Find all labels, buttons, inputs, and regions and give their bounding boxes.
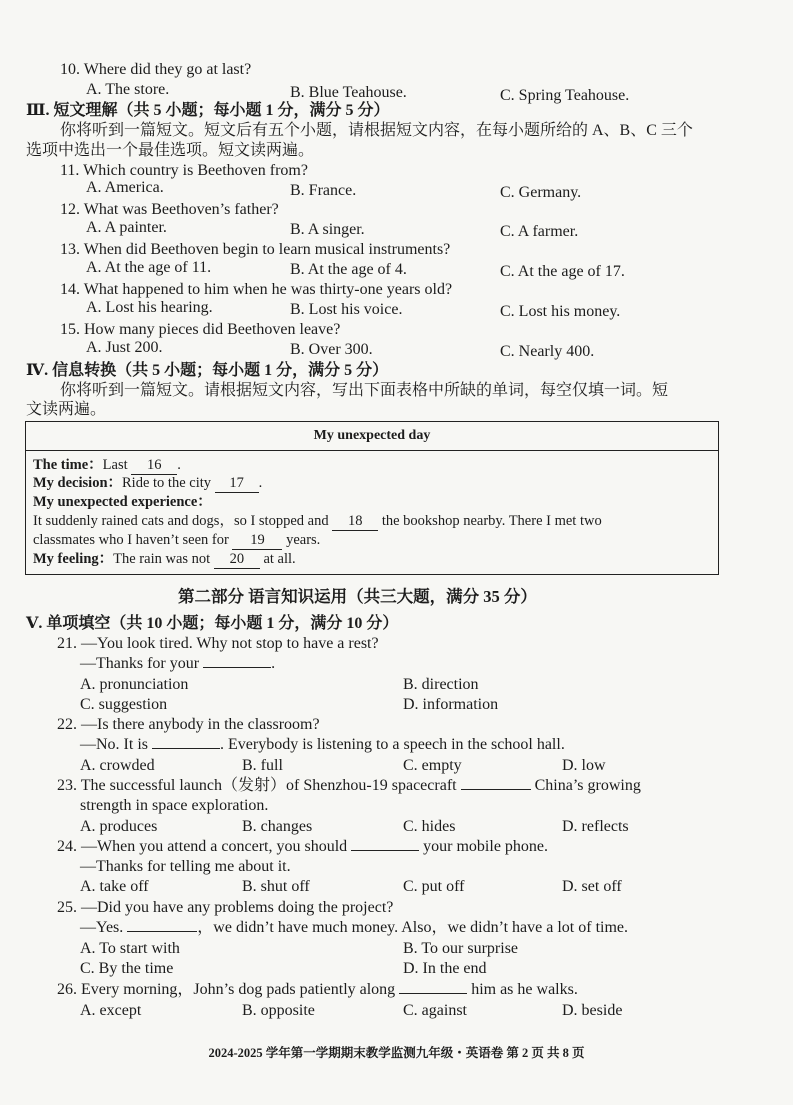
q23-option-c: C. hides xyxy=(403,818,456,835)
q21-line-2-end: . xyxy=(271,655,276,672)
q24-option-c: C. put off xyxy=(403,878,465,895)
row-experience-1 xyxy=(33,512,602,531)
q22-line-2a: —No. It is xyxy=(80,736,148,753)
q10-option-a: A. The store. xyxy=(86,81,170,98)
q13-option-b: B. At the age of 4. xyxy=(290,261,407,278)
section-3-instruction-1: 你将听到一篇短文。短文后有五个小题，请根据短文内容，在每小题所给的 A、B、C 三个 xyxy=(60,122,693,139)
q22-line-2 xyxy=(80,735,565,755)
section-4-title: Ⅳ. 信息转换（共 5 小题；每小题 1 分，满分 5 分） xyxy=(26,362,389,379)
q25-line-2 xyxy=(80,918,628,938)
info-table xyxy=(25,421,719,575)
q24-option-b: B. shut off xyxy=(242,878,310,895)
q15-option-b: B. Over 300. xyxy=(290,341,373,358)
section-3-title: Ⅲ. 短文理解（共 5 小题；每小题 1 分，满分 5 分） xyxy=(26,102,390,119)
q21-line-1: 21. —You look tired. Why not stop to have a rest? xyxy=(57,635,379,652)
q11-option-c: C. Germany. xyxy=(500,184,582,201)
time-label: The time： xyxy=(33,457,103,473)
q26-option-c: C. against xyxy=(403,1002,467,1019)
blank-20[interactable]: 20 xyxy=(214,550,260,569)
row-experience-2 xyxy=(33,531,320,550)
q22-option-d: D. low xyxy=(562,757,606,774)
q11-stem: 11. Which country is Beethoven from? xyxy=(60,162,308,179)
q23-option-d: D. reflects xyxy=(562,818,629,835)
q25-option-a: A. To start with xyxy=(80,940,180,957)
q23-line-2: strength in space exploration. xyxy=(80,797,269,814)
q26-option-a: A. except xyxy=(80,1002,142,1019)
q15-option-c: C. Nearly 400. xyxy=(500,343,595,360)
q26-line-1a: 26. Every morning，John’s dog pads patiently along xyxy=(57,981,396,998)
q15-option-a: A. Just 200. xyxy=(86,339,163,356)
q26-line-1 xyxy=(57,980,578,1000)
q25-option-b: B. To our surprise xyxy=(403,940,519,957)
blank-18[interactable]: 18 xyxy=(332,512,378,531)
q21-blank[interactable] xyxy=(203,667,271,668)
info-table-title: My unexpected day xyxy=(26,422,718,451)
q22-blank[interactable] xyxy=(152,748,220,749)
page-footer: 2024-2025 学年第一学期期末教学监测九年级・英语卷 第 2 页 共 8 页 xyxy=(208,1046,585,1060)
q12-option-b: B. A singer. xyxy=(290,221,365,238)
q12-option-a: A. A painter. xyxy=(86,219,167,236)
q12-option-c: C. A farmer. xyxy=(500,223,579,240)
q11-option-b: B. France. xyxy=(290,182,357,199)
experience-label: My unexpected experience： xyxy=(33,494,212,510)
q21-line-2-text: —Thanks for your xyxy=(80,655,200,672)
q13-option-a: A. At the age of 11. xyxy=(86,259,212,276)
decision-text: Ride to the city xyxy=(122,475,212,491)
q26-option-d: D. beside xyxy=(562,1002,623,1019)
q23-blank[interactable] xyxy=(461,789,531,790)
q14-option-c: C. Lost his money. xyxy=(500,303,621,320)
q14-stem: 14. What happened to him when he was thirty-one years old? xyxy=(60,281,453,298)
q13-option-c: C. At the age of 17. xyxy=(500,263,625,280)
experience-text-1b: the bookshop nearby. There I met two xyxy=(381,513,602,529)
q12-stem: 12. What was Beethoven’s father? xyxy=(60,201,279,218)
q21-option-b: B. direction xyxy=(403,676,479,693)
section-3-instruction-2: 选项中选出一个最佳选项。短文读两遍。 xyxy=(26,142,315,159)
q21-option-a: A. pronunciation xyxy=(80,676,189,693)
q26-blank[interactable] xyxy=(399,993,467,994)
q10-option-b: B. Blue Teahouse. xyxy=(290,84,407,101)
q23-line-1a: 23. The successful launch（发射）of Shenzhou-19 spacecraft xyxy=(57,777,457,794)
q25-option-d: D. In the end xyxy=(403,960,487,977)
section-4-instruction-2: 文读两遍。 xyxy=(26,401,107,418)
q25-line-2a: —Yes. xyxy=(80,919,124,936)
blank-19[interactable]: 19 xyxy=(232,531,282,550)
q23-option-a: A. produces xyxy=(80,818,158,835)
experience-text-1a: It suddenly rained cats and dogs，so I stopped and xyxy=(33,513,329,529)
q24-line-1 xyxy=(57,837,548,857)
q22-line-2b: . Everybody is listening to a speech in the school hall. xyxy=(220,736,565,753)
decision-period: . xyxy=(258,475,263,491)
q23-line-1b: China’s growing xyxy=(534,777,641,794)
blank-16[interactable]: 16 xyxy=(131,456,177,475)
q15-stem: 15. How many pieces did Beethoven leave? xyxy=(60,321,341,338)
q21-line-2 xyxy=(80,654,275,674)
q22-line-1: 22. —Is there anybody in the classroom? xyxy=(57,716,320,733)
q26-option-b: B. opposite xyxy=(242,1002,315,1019)
q24-line-2: —Thanks for telling me about it. xyxy=(80,858,291,875)
q25-line-2b: ，we didn’t have much money. Also，we didn’t have a lot of time. xyxy=(197,919,629,936)
blank-17[interactable]: 17 xyxy=(215,474,259,493)
q24-option-a: A. take off xyxy=(80,878,149,895)
q21-option-c: C. suggestion xyxy=(80,696,168,713)
q25-option-c: C. By the time xyxy=(80,960,174,977)
q24-line-1a: 24. —When you attend a concert, you should xyxy=(57,838,348,855)
row-time xyxy=(33,456,181,475)
q24-option-d: D. set off xyxy=(562,878,622,895)
feeling-text: The rain was not xyxy=(113,551,211,567)
decision-label: My decision： xyxy=(33,475,123,491)
q22-option-a: A. crowded xyxy=(80,757,155,774)
q25-line-1: 25. —Did you have any problems doing the project? xyxy=(57,899,394,916)
q22-option-b: B. full xyxy=(242,757,283,774)
experience-text-2a: classmates who I haven’t seen for xyxy=(33,532,229,548)
experience-text-2b: years. xyxy=(286,532,321,548)
time-text: Last xyxy=(102,457,128,473)
q24-blank[interactable] xyxy=(351,850,419,851)
q10-stem: 10. Where did they go at last? xyxy=(60,61,252,78)
q26-line-1b: him as he walks. xyxy=(471,981,578,998)
q23-line-1 xyxy=(57,776,641,796)
part-2-title: 第二部分 语言知识运用（共三大题，满分 35 分） xyxy=(178,587,537,606)
q22-option-c: C. empty xyxy=(403,757,462,774)
q24-line-1b: your mobile phone. xyxy=(423,838,549,855)
feeling-label: My feeling： xyxy=(33,551,114,567)
section-5-title: Ⅴ. 单项填空（共 10 小题；每小题 1 分，满分 10 分） xyxy=(26,615,399,632)
q14-option-a: A. Lost his hearing. xyxy=(86,299,213,316)
row-decision xyxy=(33,474,262,493)
q25-blank[interactable] xyxy=(127,931,197,932)
q13-stem: 13. When did Beethoven begin to learn musical instruments? xyxy=(60,241,451,258)
q10-option-c: C. Spring Teahouse. xyxy=(500,87,630,104)
feeling-end: at all. xyxy=(263,551,296,567)
q14-option-b: B. Lost his voice. xyxy=(290,301,403,318)
q23-option-b: B. changes xyxy=(242,818,313,835)
q21-option-d: D. information xyxy=(403,696,499,713)
time-period: . xyxy=(177,457,181,473)
section-4-instruction-1: 你将听到一篇短文。请根据短文内容，写出下面表格中所缺的单词，每空仅填一词。短 xyxy=(60,382,669,399)
q11-option-a: A. America. xyxy=(86,179,164,196)
row-feeling xyxy=(33,550,296,569)
